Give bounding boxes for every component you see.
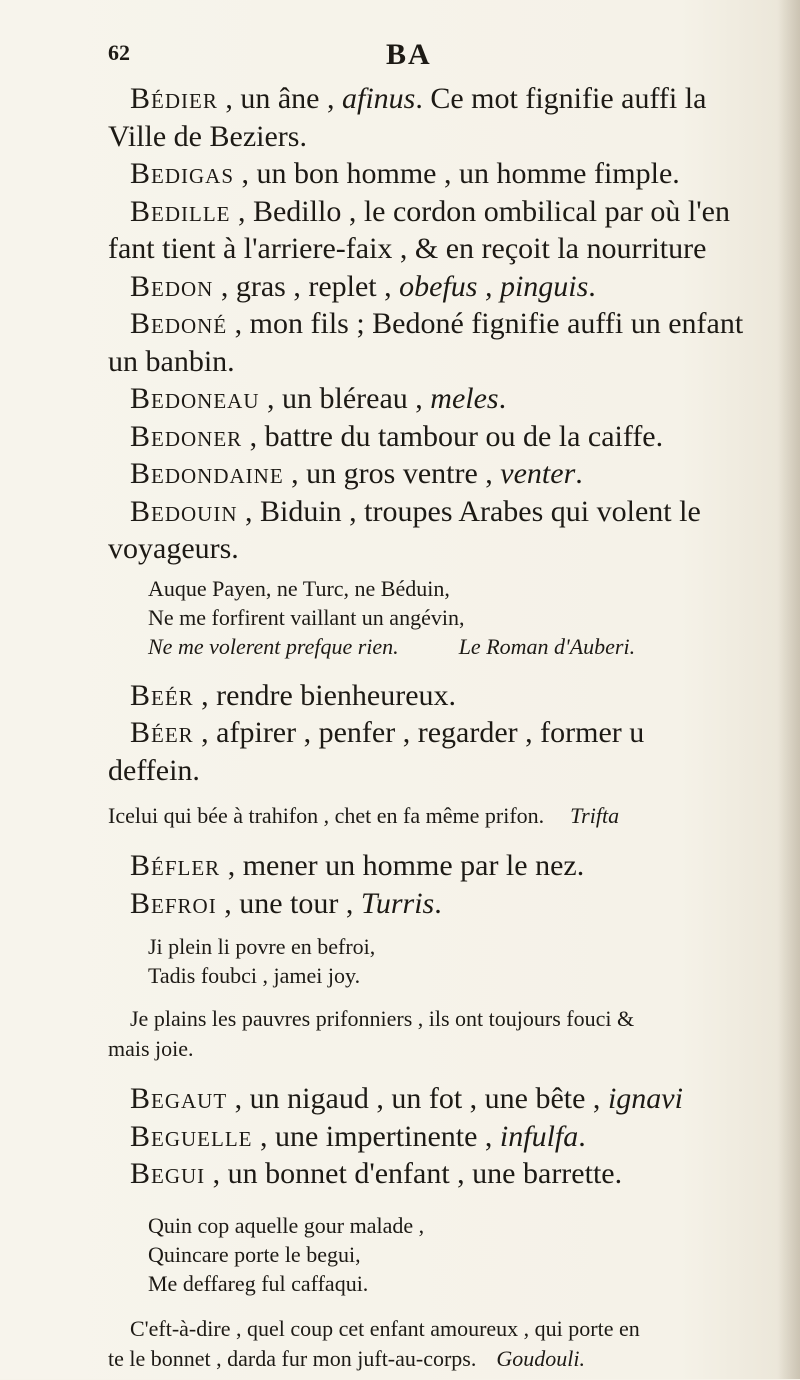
- verse-line: Tadis foubci , jamei joy.: [148, 963, 361, 988]
- entry-beer-2: [108, 714, 798, 752]
- definition: , un bonnet d'enfant , une barrette.: [205, 1157, 623, 1190]
- latin-term: afinus: [341, 82, 416, 115]
- headword: Béer: [130, 716, 194, 749]
- entry-bedouin: [108, 493, 798, 531]
- latin-term: venter: [500, 457, 576, 490]
- definition: , Biduin , troupes Arabes qui volent le: [237, 494, 701, 528]
- continuation-text: voyageurs.: [108, 532, 239, 565]
- entry-begui: [108, 1155, 798, 1193]
- entry-bedoner: [108, 418, 798, 456]
- entry-bedigas: [108, 155, 798, 193]
- translation-line: mais joie.: [108, 1036, 194, 1061]
- definition: , une impertinente ,: [252, 1119, 500, 1153]
- page-header: [108, 38, 708, 78]
- definition: , une tour ,: [216, 886, 361, 920]
- quotation-source: Le Roman d'Auberi.: [458, 633, 636, 659]
- entry-bedille: [108, 193, 798, 231]
- entry-befroi: [108, 885, 798, 923]
- verse-line: Ne me forfirent vaillant un angévin,: [148, 604, 465, 630]
- translation-line: Je plains les pauvres prifonniers , ils ont toujours fouci &: [130, 1006, 635, 1031]
- headword: Bédier: [130, 82, 218, 115]
- entry-bedone: [108, 305, 798, 343]
- entry-continuation: [108, 530, 798, 568]
- headword: Bedille: [130, 194, 231, 228]
- definition-tail: .: [575, 457, 583, 490]
- headword: Bedoner: [130, 419, 243, 453]
- entry-bedondaine: [108, 455, 798, 493]
- headword: Bedondaine: [130, 457, 284, 490]
- headword: Befroi: [130, 886, 217, 920]
- headword: Beguelle: [130, 1119, 253, 1153]
- latin-term: obefus , pinguis: [399, 269, 589, 303]
- translation-line-with-source: [108, 1344, 798, 1374]
- continuation-text: deffein.: [108, 753, 200, 787]
- entry-bedon: [108, 268, 798, 306]
- definition: , gras , replet ,: [213, 269, 400, 303]
- definition: , mener un homme par le nez.: [220, 849, 585, 882]
- latin-term: ignavi: [607, 1082, 683, 1115]
- translation-line: te le bonnet , darda fur mon juft-au-corps.: [108, 1345, 477, 1371]
- quotation-source: Trifta: [570, 803, 620, 828]
- definition: , un âne ,: [217, 82, 342, 115]
- verse-line: Auque Payen, ne Turc, ne Béduin,: [148, 575, 450, 601]
- citation-text: Icelui qui bée à trahifon , chet en fa même prifon.: [108, 803, 545, 828]
- entry-continuation: [108, 343, 798, 381]
- citation-note: [108, 801, 798, 831]
- definition: , un bon homme , un homme fimple.: [234, 157, 680, 190]
- verse-line: Quin cop aquelle gour malade ,: [148, 1212, 425, 1238]
- translation-note: [108, 1314, 798, 1374]
- headword: Begaut: [130, 1082, 228, 1115]
- latin-term: Turris: [360, 886, 435, 920]
- quotation-source: Goudouli.: [496, 1345, 585, 1371]
- definition: , un bléreau ,: [259, 382, 431, 415]
- entry-begaut: [108, 1080, 798, 1118]
- definition-tail: .: [434, 886, 442, 920]
- verse-quotation: [148, 574, 798, 661]
- headword: Bedouin: [130, 494, 238, 528]
- definition: , un nigaud , un fot , une bête ,: [227, 1082, 608, 1115]
- entry-beguelle: [108, 1118, 798, 1156]
- verse-line: Quincare porte le begui,: [148, 1241, 361, 1267]
- dictionary-body: [108, 80, 798, 1380]
- definition-tail: .: [498, 382, 507, 415]
- verse-quotation: [148, 932, 798, 990]
- headword: Bedoné: [130, 307, 228, 340]
- verse-line: Me deffareg ful caffaqui.: [148, 1270, 369, 1296]
- verse-quotation: [148, 1211, 798, 1298]
- definition: , rendre bienheureux.: [193, 678, 457, 712]
- definition: , afpirer , penfer , regarder , former u: [193, 716, 645, 749]
- latin-term: meles: [430, 382, 499, 415]
- entry-continuation: [108, 752, 798, 790]
- definition-tail: . Ce mot fignifie auffi la: [415, 82, 707, 115]
- definition: , battre du tambour ou de la caiffe.: [242, 419, 664, 453]
- entry-continuation: [108, 118, 798, 156]
- translation-line: C'eft-à-dire , quel coup cet enfant amoureux , qui porte en: [130, 1315, 640, 1341]
- entry-beer: [108, 677, 798, 715]
- entry-befler: [108, 847, 798, 885]
- definition: , un gros ventre ,: [283, 457, 501, 490]
- headword: Bedon: [130, 269, 214, 303]
- translation-note: [108, 1004, 798, 1064]
- headword: Béfler: [130, 849, 221, 882]
- headword: Beér: [130, 678, 194, 712]
- entry-bedier: [108, 80, 798, 118]
- definition-tail: .: [588, 269, 596, 303]
- verse-line: Ne me volerent prefque rien.: [148, 633, 399, 659]
- headword: Bedigas: [130, 157, 235, 190]
- latin-term: infulfa: [499, 1119, 579, 1153]
- headword: Bedoneau: [130, 382, 260, 415]
- page-number: 62: [108, 40, 130, 65]
- entry-bedoneau: [108, 380, 798, 418]
- continuation-text: fant tient à l'arriere-faix , & en reçoit la nourriture: [108, 232, 707, 265]
- running-head: BA: [386, 38, 432, 71]
- verse-line: Ji plein li povre en befroi,: [148, 934, 376, 959]
- headword: Begui: [130, 1157, 206, 1190]
- definition-tail: .: [578, 1119, 586, 1153]
- entry-continuation: [108, 230, 798, 268]
- verse-line-with-source: [148, 632, 798, 661]
- definition: , mon fils ; Bedoné fignifie auffi un enfant: [227, 307, 744, 340]
- continuation-text: un banbin.: [108, 344, 235, 378]
- definition: , Bedillo , le cordon ombilical par où l'en: [230, 194, 730, 228]
- continuation-text: Ville de Beziers.: [108, 119, 307, 153]
